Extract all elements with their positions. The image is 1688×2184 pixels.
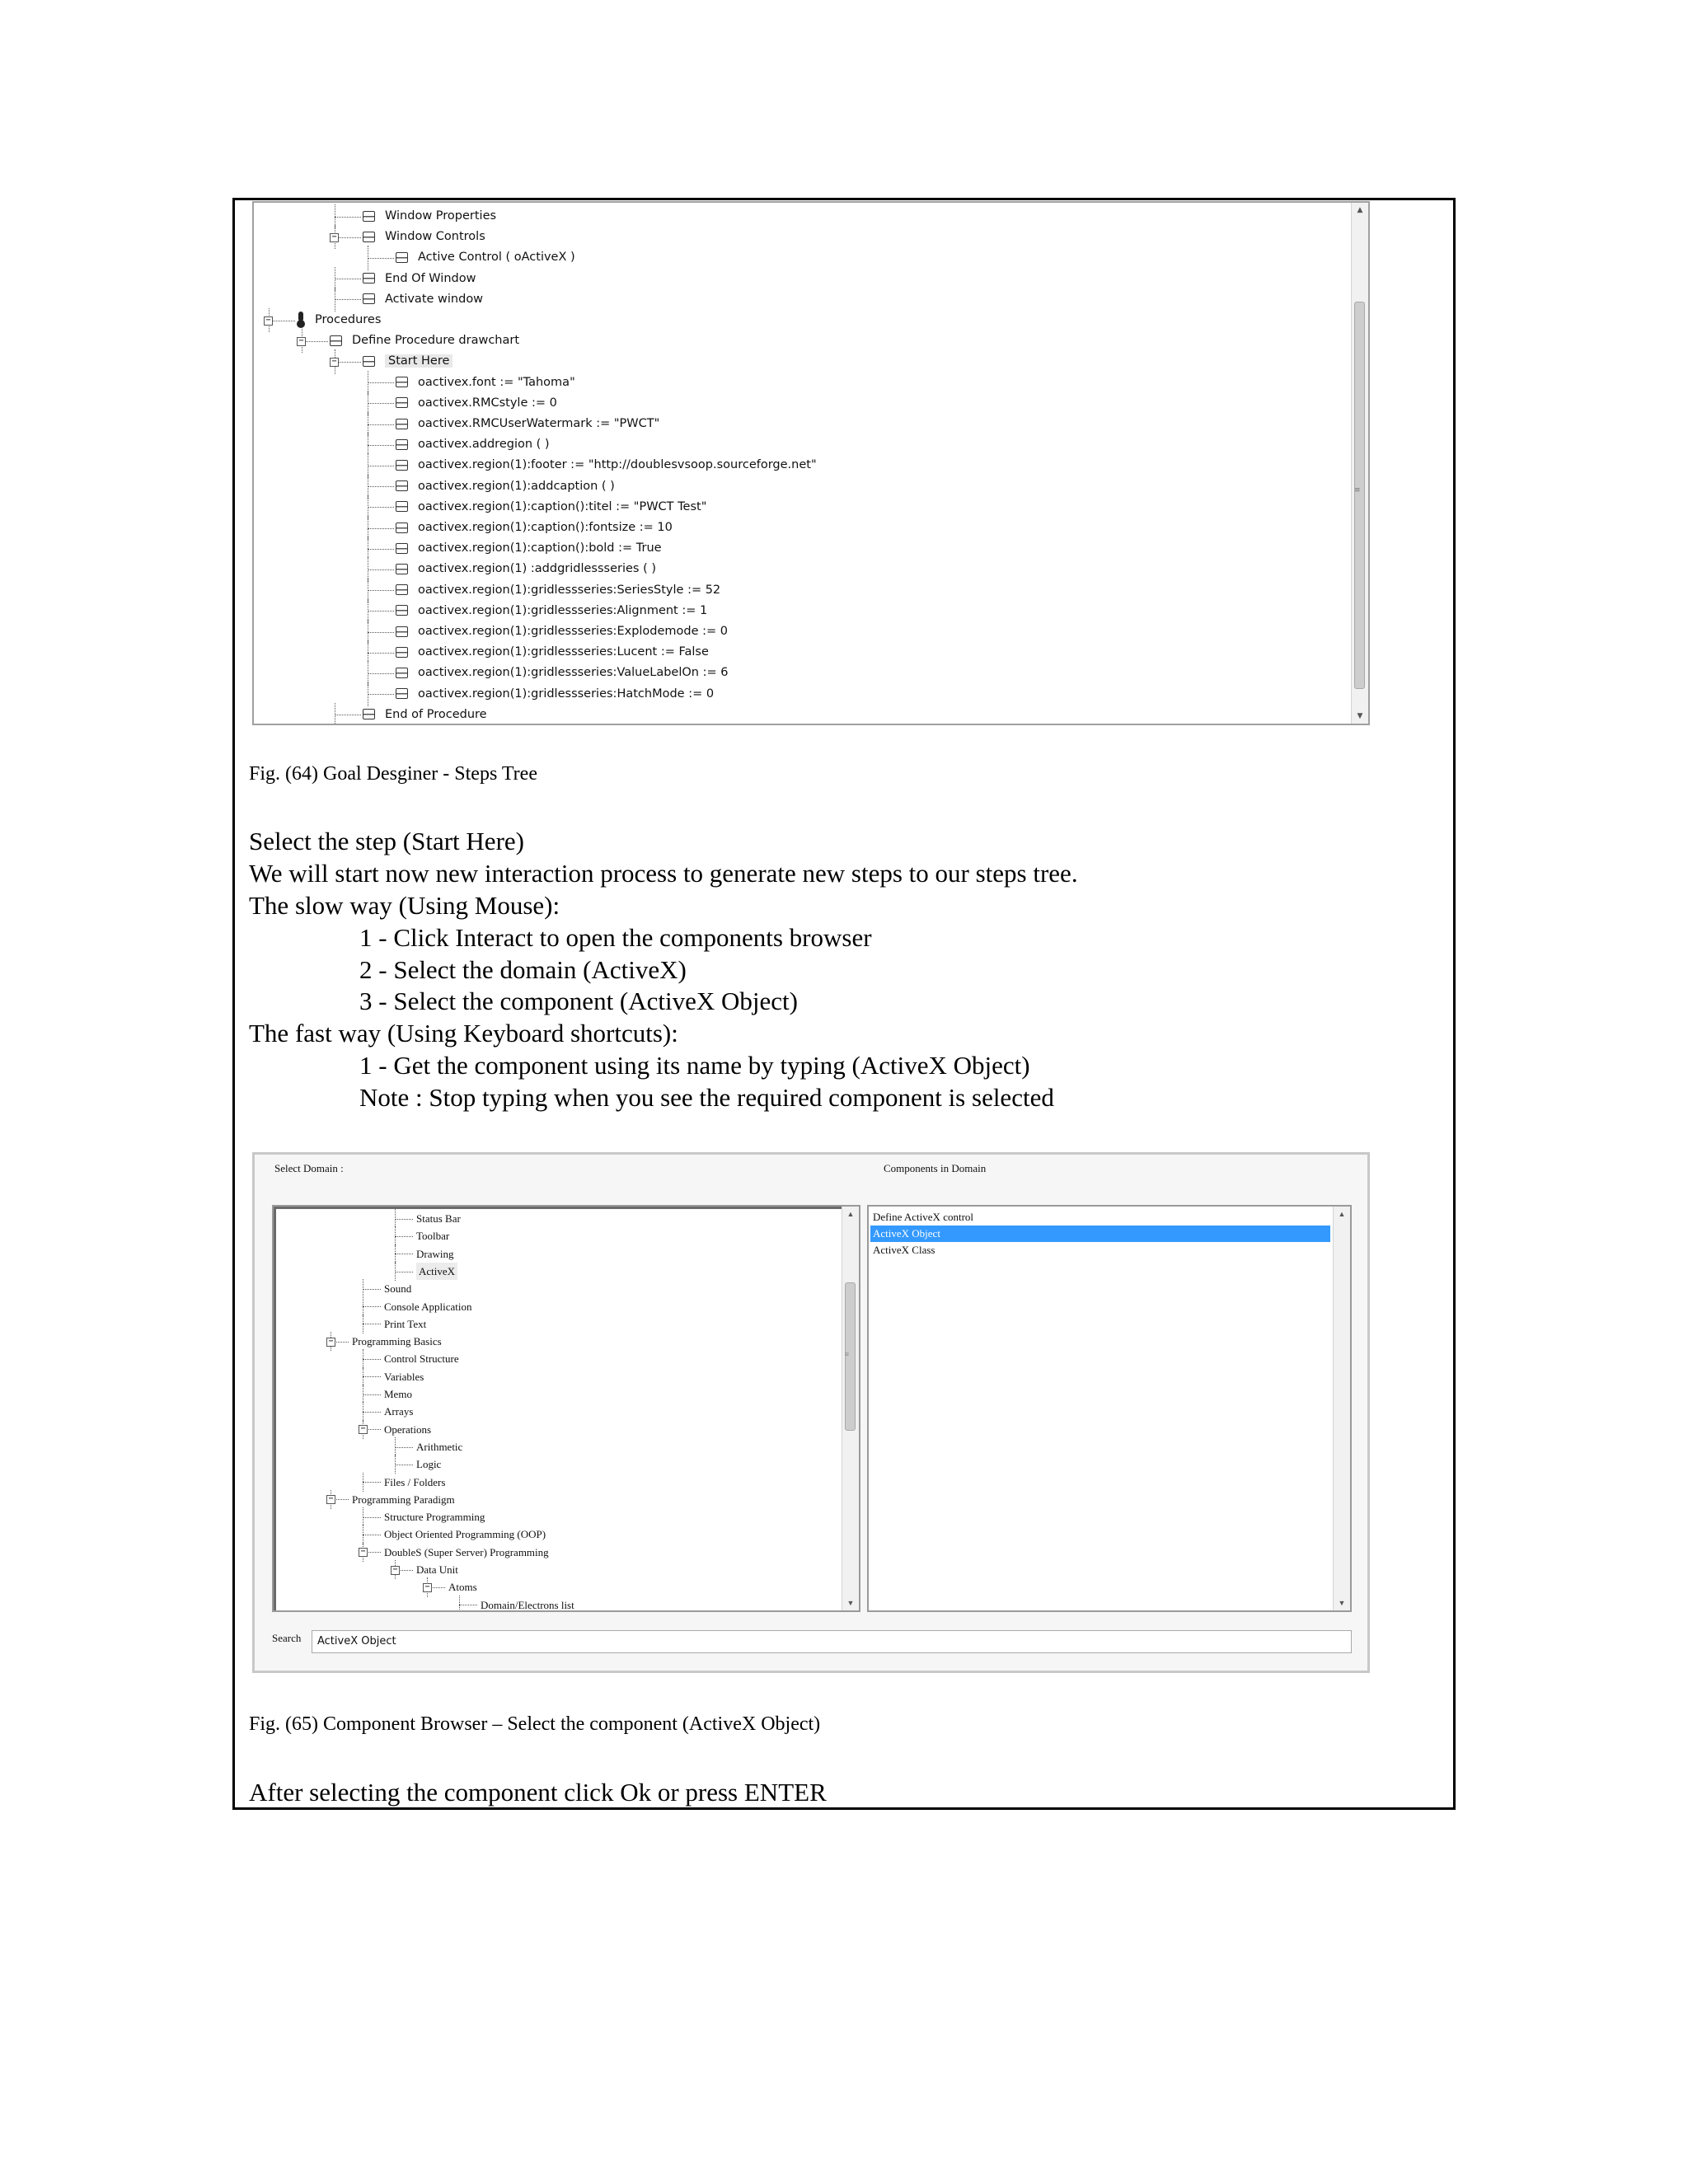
step-icon bbox=[396, 501, 408, 512]
step-icon bbox=[396, 543, 408, 554]
tree-node[interactable] bbox=[396, 373, 575, 393]
tree-connector bbox=[395, 1236, 413, 1237]
domain-tree-node[interactable]: Drawing bbox=[416, 1247, 454, 1260]
fast-way-heading: The fast way (Using Keyboard shortcuts): bbox=[249, 1019, 678, 1047]
tree-node-label: oactivex.font := "Tahoma" bbox=[418, 375, 575, 389]
tree-node-label: oactivex.region(1):gridlessseries:Lucent := False bbox=[418, 645, 709, 659]
tree-node[interactable] bbox=[363, 705, 487, 725]
components-list-panel[interactable] bbox=[867, 1205, 1352, 1612]
tree-connector bbox=[459, 1596, 460, 1612]
tree-connector bbox=[395, 1226, 396, 1245]
tree-connector bbox=[363, 1517, 381, 1518]
tree-node-label: oactivex.region(1) :addgridlessseries ( ) bbox=[418, 562, 656, 576]
steps-tree-scrollbar[interactable] bbox=[1351, 203, 1368, 724]
tree-node-label: oactivex.region(1):caption():fontsize := 10 bbox=[418, 521, 673, 534]
tree-node-label: oactivex.region(1):gridlessseries:ValueLabelOn := 6 bbox=[418, 666, 729, 680]
search-input[interactable]: ActiveX Object bbox=[312, 1630, 1352, 1653]
tree-node[interactable] bbox=[363, 289, 483, 310]
tree-node-label: oactivex.region(1):gridlessseries:HatchMode := 0 bbox=[418, 687, 715, 701]
domain-tree-node[interactable]: Status Bar bbox=[416, 1212, 461, 1225]
tree-node-label: oactivex.region(1):gridlessseries:Alignment := 1 bbox=[418, 603, 708, 617]
domain-tree-node[interactable]: Control Structure bbox=[384, 1352, 459, 1366]
step-icon bbox=[330, 335, 342, 346]
tree-node[interactable] bbox=[396, 455, 817, 476]
components-list[interactable] bbox=[869, 1207, 1350, 1610]
components-list-scrollbar[interactable] bbox=[1333, 1207, 1350, 1610]
tree-node[interactable] bbox=[396, 393, 557, 414]
slow-way-heading: The slow way (Using Mouse): bbox=[249, 891, 560, 920]
step-icon bbox=[396, 252, 408, 263]
tree-connector bbox=[363, 1359, 381, 1360]
tree-connector bbox=[368, 694, 394, 695]
tree-connector bbox=[368, 673, 394, 674]
tree-connector bbox=[395, 1437, 396, 1456]
tree-node[interactable] bbox=[396, 559, 656, 579]
procedure-icon bbox=[297, 312, 305, 328]
tree-node[interactable] bbox=[363, 351, 452, 372]
tree-connector bbox=[368, 424, 394, 425]
domain-tree-node[interactable]: Programming Basics bbox=[352, 1335, 442, 1348]
domain-tree[interactable] bbox=[274, 1207, 841, 1610]
scroll-up-icon[interactable]: ▲ bbox=[1338, 1210, 1346, 1218]
slow-way-step-3: 3 - Select the component (ActiveX Object) bbox=[359, 987, 798, 1015]
tree-node[interactable] bbox=[396, 621, 728, 642]
collapse-icon[interactable]: − bbox=[326, 1495, 335, 1504]
tree-node[interactable] bbox=[396, 580, 720, 601]
tree-connector bbox=[368, 632, 394, 633]
step-icon bbox=[396, 523, 408, 533]
component-list-item[interactable]: ActiveX Object bbox=[870, 1226, 1330, 1242]
tree-connector bbox=[335, 299, 361, 300]
domain-tree-node[interactable]: Data Unit bbox=[416, 1563, 458, 1576]
tree-node-label: oactivex.region(1):caption():bold := True bbox=[418, 541, 662, 555]
tree-connector bbox=[363, 1289, 381, 1290]
collapse-icon[interactable]: − bbox=[297, 337, 306, 346]
domain-tree-node[interactable]: Domain/Electrons list bbox=[481, 1598, 574, 1611]
step-icon bbox=[363, 293, 375, 304]
collapse-icon[interactable]: − bbox=[330, 233, 339, 242]
fast-way-step-1: 1 - Get the component using its name by typing (ActiveX Object) bbox=[359, 1051, 1030, 1080]
tree-node-label: oactivex.RMCstyle := 0 bbox=[418, 396, 557, 410]
tree-node[interactable] bbox=[297, 310, 381, 330]
step-icon bbox=[396, 439, 408, 450]
steps-tree-panel[interactable] bbox=[252, 201, 1370, 725]
tree-node-label: Start Here bbox=[385, 354, 452, 368]
tree-connector bbox=[368, 549, 394, 550]
collapse-icon[interactable]: − bbox=[326, 1338, 335, 1347]
component-list-item[interactable]: Define ActiveX control bbox=[873, 1211, 974, 1223]
tree-connector bbox=[395, 1447, 413, 1448]
tree-connector bbox=[368, 590, 394, 591]
tree-connector bbox=[368, 445, 394, 446]
domain-tree-scrollbar[interactable] bbox=[842, 1207, 859, 1610]
domain-tree-node[interactable]: Object Oriented Programming (OOP) bbox=[384, 1528, 546, 1541]
slow-way-step-1: 1 - Click Interact to open the components browser bbox=[359, 923, 872, 952]
tree-node-label: oactivex.region(1):gridlessseries:Explodemode := 0 bbox=[418, 625, 729, 638]
domain-tree-node[interactable]: Files / Folders bbox=[384, 1475, 446, 1488]
domain-tree-node[interactable]: Programming Paradigm bbox=[352, 1493, 455, 1506]
collapse-icon[interactable]: − bbox=[359, 1548, 368, 1557]
search-label: Search bbox=[272, 1632, 302, 1644]
tree-connector bbox=[368, 528, 394, 529]
tree-node[interactable] bbox=[396, 663, 728, 683]
tree-node[interactable] bbox=[396, 642, 709, 663]
domain-tree-node[interactable]: Variables bbox=[384, 1370, 424, 1383]
tree-node-label: Procedures bbox=[315, 313, 382, 326]
tree-connector bbox=[363, 1376, 381, 1377]
scroll-up-icon[interactable]: ▲ bbox=[1357, 206, 1363, 214]
collapse-icon[interactable]: − bbox=[391, 1566, 400, 1575]
domain-tree-node[interactable]: Toolbar bbox=[416, 1230, 450, 1243]
tree-node[interactable] bbox=[396, 247, 575, 268]
tree-connector bbox=[363, 1412, 381, 1413]
tree-node[interactable] bbox=[396, 518, 673, 538]
step-icon bbox=[396, 626, 408, 637]
tree-connector bbox=[368, 611, 394, 612]
tree-node[interactable] bbox=[363, 206, 496, 227]
slow-way-step-2: 2 - Select the domain (ActiveX) bbox=[359, 955, 687, 984]
domain-tree-node[interactable]: Sound bbox=[384, 1282, 412, 1296]
collapse-icon[interactable]: − bbox=[330, 358, 339, 367]
tree-connector bbox=[368, 403, 394, 404]
tree-connector bbox=[395, 1244, 396, 1263]
step-icon bbox=[396, 377, 408, 387]
tree-node[interactable] bbox=[396, 538, 662, 559]
step-icon bbox=[396, 584, 408, 595]
step-icon bbox=[396, 419, 408, 429]
collapse-icon[interactable]: − bbox=[359, 1425, 368, 1434]
step-icon bbox=[363, 709, 375, 719]
figure-caption-65: Fig. (65) Component Browser – Select the component (ActiveX Object) bbox=[249, 1713, 821, 1735]
scrollbar-thumb[interactable] bbox=[1354, 302, 1365, 689]
step-icon bbox=[363, 273, 375, 284]
tree-node-label: oactivex.region(1):gridlessseries:SeriesStyle := 52 bbox=[418, 583, 721, 597]
domain-tree-node[interactable]: Arithmetic bbox=[416, 1440, 463, 1453]
tree-node[interactable] bbox=[330, 330, 519, 351]
step-icon bbox=[396, 688, 408, 699]
step-icon bbox=[363, 356, 375, 367]
components-in-domain-label: Components in Domain bbox=[884, 1162, 987, 1174]
step-icon bbox=[396, 647, 408, 658]
domain-tree-node[interactable]: Logic bbox=[416, 1458, 442, 1471]
tree-node[interactable] bbox=[396, 434, 550, 455]
step-icon bbox=[363, 232, 375, 242]
domain-tree-node[interactable]: ActiveX bbox=[416, 1263, 457, 1280]
tree-node-label: Define Procedure drawchart bbox=[352, 334, 520, 348]
tree-node-label: Activate window bbox=[385, 292, 484, 306]
scroll-down-icon[interactable]: ▼ bbox=[1338, 1599, 1346, 1607]
figure-caption-64: Fig. (64) Goal Desginer - Steps Tree bbox=[249, 763, 537, 785]
tree-node[interactable] bbox=[396, 497, 706, 518]
domain-tree-node[interactable]: Arrays bbox=[384, 1405, 414, 1418]
step-icon bbox=[363, 211, 375, 222]
tree-connector bbox=[363, 1394, 381, 1395]
domain-tree-node[interactable]: DoubleS (Super Server) Programming bbox=[384, 1545, 549, 1558]
tree-node[interactable] bbox=[396, 476, 615, 497]
grip-icon: ≡ bbox=[1354, 486, 1361, 494]
tree-node-label: End of Procedure bbox=[385, 707, 487, 721]
domain-tree-node[interactable]: Console Application bbox=[384, 1300, 472, 1313]
tree-node[interactable] bbox=[396, 414, 659, 434]
tree-node-label: End Of Window bbox=[385, 271, 476, 285]
tree-connector bbox=[368, 569, 394, 570]
steps-tree[interactable] bbox=[254, 203, 1350, 724]
domain-tree-panel[interactable] bbox=[272, 1205, 860, 1612]
select-domain-label: Select Domain : bbox=[274, 1162, 344, 1174]
step-icon bbox=[396, 668, 408, 678]
tree-connector bbox=[363, 1482, 381, 1483]
tree-connector bbox=[368, 653, 394, 654]
step-icon bbox=[396, 480, 408, 491]
collapse-icon[interactable]: − bbox=[423, 1583, 432, 1592]
tree-connector bbox=[395, 1209, 396, 1228]
tree-node[interactable] bbox=[396, 601, 707, 621]
tree-node-label: oactivex.region(1):caption():titel := "PWCT Test" bbox=[418, 499, 707, 513]
fast-way-note: Note : Stop typing when you see the required component is selected bbox=[359, 1083, 1054, 1112]
tree-node-label: oactivex.region(1):footer := "http://doublesvsoop.sourceforge.net" bbox=[418, 458, 817, 472]
tree-connector bbox=[363, 1306, 381, 1307]
tree-connector bbox=[335, 217, 361, 218]
scroll-down-icon[interactable]: ▼ bbox=[1357, 712, 1363, 720]
domain-tree-node[interactable]: Print Text bbox=[384, 1317, 427, 1330]
tree-connector bbox=[368, 382, 394, 383]
tree-node-label: Active Control ( oActiveX ) bbox=[418, 251, 575, 265]
component-list-item[interactable]: ActiveX Class bbox=[873, 1244, 935, 1256]
tree-connector bbox=[368, 507, 394, 508]
domain-tree-node[interactable]: Structure Programming bbox=[384, 1511, 485, 1524]
scroll-down-icon[interactable]: ▼ bbox=[846, 1599, 855, 1607]
tree-connector bbox=[395, 1455, 396, 1474]
closing-instruction: After selecting the component click Ok or press ENTER bbox=[249, 1778, 827, 1807]
tree-node-label: oactivex.addregion ( ) bbox=[418, 438, 550, 452]
tree-node-label: Window Properties bbox=[385, 209, 497, 223]
tree-node-label: Window Controls bbox=[385, 230, 485, 244]
tree-node[interactable] bbox=[363, 227, 485, 247]
step-icon bbox=[396, 460, 408, 471]
instruction-intro: We will start now new interaction process to generate new steps to our steps tree. bbox=[249, 859, 1078, 888]
domain-tree-node[interactable]: Memo bbox=[384, 1388, 412, 1400]
tree-node-label: oactivex.region(1):addcaption ( ) bbox=[418, 479, 615, 493]
tree-node[interactable] bbox=[363, 269, 476, 289]
step-icon bbox=[396, 564, 408, 574]
tree-node-label: oactivex.RMCUserWatermark := "PWCT" bbox=[418, 417, 660, 430]
step-icon bbox=[396, 605, 408, 616]
domain-tree-node[interactable]: Operations bbox=[384, 1422, 432, 1436]
tree-node[interactable] bbox=[396, 684, 714, 705]
tree-connector bbox=[395, 1262, 396, 1281]
collapse-icon[interactable]: − bbox=[264, 316, 273, 326]
domain-tree-node[interactable]: Atoms bbox=[448, 1581, 477, 1594]
tree-connector bbox=[395, 1219, 413, 1220]
tree-connector bbox=[368, 258, 394, 259]
grip-icon: ≡ bbox=[845, 1350, 850, 1358]
step-icon bbox=[396, 397, 408, 408]
instruction-select-step: Select the step (Start Here) bbox=[249, 827, 524, 855]
tree-connector bbox=[368, 486, 394, 487]
scroll-up-icon[interactable]: ▲ bbox=[846, 1210, 855, 1218]
